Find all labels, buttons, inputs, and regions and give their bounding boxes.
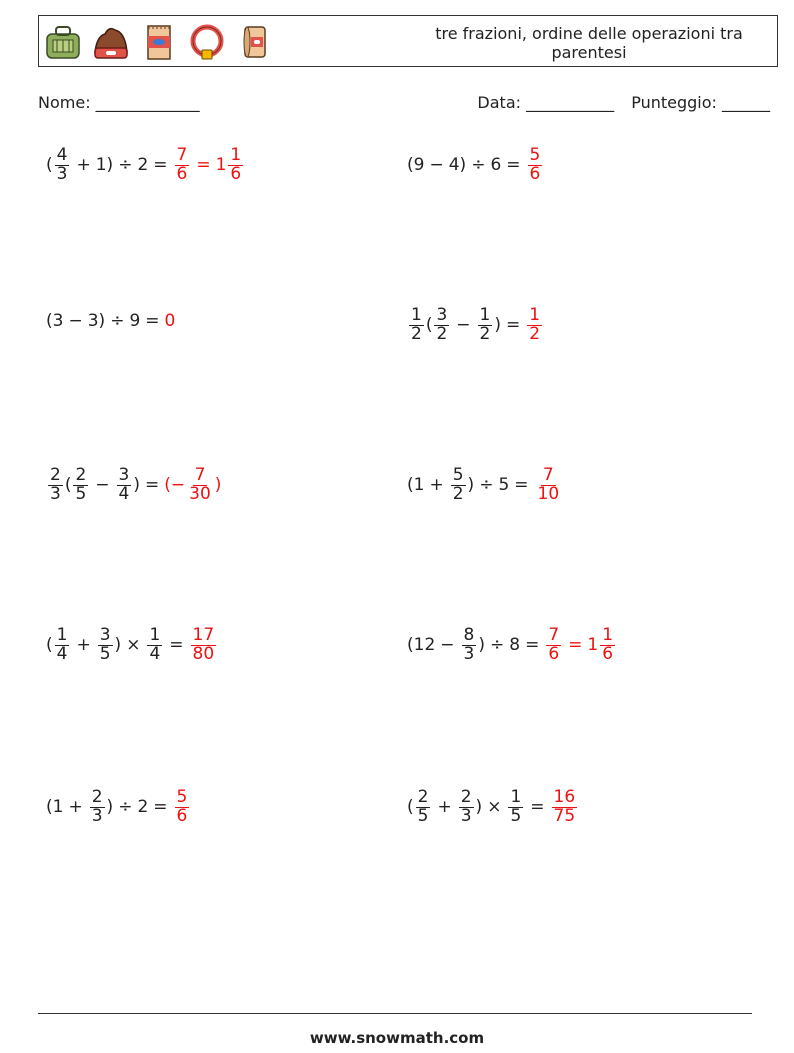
denominator: 6 [529,163,541,184]
operator: + [437,797,452,818]
numerator: 2 [75,465,87,485]
operator: − [456,315,471,336]
equals: = [145,311,160,331]
paren: ( [64,475,72,496]
fraction [527,307,542,344]
problem-2 [407,147,544,184]
operator: ÷ [118,797,133,818]
numerator: 1 [529,305,541,325]
paren: ( [164,475,171,496]
paren: ) [459,155,467,176]
number: 12 [413,635,436,656]
equals: = [568,635,583,656]
paren: ) [106,797,114,818]
operator: × [487,797,502,818]
answer [534,467,564,504]
worksheet-title: tre frazioni, ordine delle operazioni tra parentesi [435,24,743,62]
number: 1 [413,475,425,496]
numerator: 1 [149,625,161,645]
fraction [508,789,523,826]
operator: − [170,475,186,496]
fraction [600,627,615,664]
numerator: 3 [436,305,448,325]
fraction [175,789,190,826]
meta-right [477,93,770,112]
operator: ÷ [118,155,133,176]
number: 0 [164,311,176,331]
denominator: 3 [56,163,68,184]
paren: ) [98,311,106,331]
denominator: 80 [192,643,215,664]
operator: + [76,155,91,176]
denominator: 4 [118,483,130,504]
fraction [48,467,63,504]
number: 5 [498,475,510,496]
numerator: 7 [542,465,554,485]
paren: ( [46,635,53,656]
fraction [451,467,466,504]
answer [525,307,544,344]
numerator: 5 [452,465,464,485]
fish-food-bag-icon [139,22,179,62]
number: 9 [129,311,141,331]
denominator: 5 [510,805,522,826]
numerator: 5 [176,787,188,807]
operator: ÷ [479,475,494,496]
denominator: 6 [176,163,188,184]
operator: − [95,475,110,496]
pet-collar-icon [187,22,227,62]
answer [189,627,219,664]
fraction [187,467,213,504]
numerator: 3 [99,625,111,645]
equals: = [506,155,521,176]
fraction [478,307,493,344]
answer [173,789,192,826]
date-field-label: Data: ___________ [477,93,615,112]
whole-part: 1 [587,635,599,656]
denominator: 2 [411,323,422,344]
answer [550,789,580,826]
fraction [552,789,578,826]
problem-6 [407,467,563,504]
fraction [98,627,113,664]
fraction [147,627,162,664]
denominator: 3 [50,483,61,504]
number: 2 [137,155,149,176]
pet-carrier-icon [43,22,83,62]
numerator: 2 [460,787,472,807]
paren: ( [407,797,414,818]
answer [165,311,176,331]
operator: − [68,311,83,331]
paren: ) [467,475,475,496]
paren: ( [46,797,53,818]
operator: − [440,635,455,656]
paren: ) [133,475,141,496]
number: 4 [448,155,460,176]
paren: ( [425,315,433,336]
answer [544,627,617,664]
answer [173,147,246,184]
fraction [546,627,561,664]
numerator: 1 [56,625,68,645]
equals: = [169,635,184,656]
number: 9 [413,155,425,176]
equals: = [525,635,540,656]
denominator: 6 [548,643,560,664]
numerator: 7 [194,465,206,485]
footer-divider [38,1013,752,1014]
dog-bed-icon [91,22,131,62]
problem-7 [46,627,218,664]
fraction [536,467,562,504]
fraction [434,307,449,344]
numerator: 2 [50,465,61,485]
denominator: 6 [176,805,188,826]
denominator: 2 [452,483,464,504]
denominator: 2 [529,323,541,344]
fraction [228,147,243,184]
operator: ÷ [490,635,505,656]
numerator: 2 [417,787,429,807]
equals: = [514,475,529,496]
operator: ÷ [110,311,125,331]
problem-10 [407,789,579,826]
denominator: 75 [553,805,576,826]
equals: = [153,155,168,176]
paren: ) [114,635,122,656]
fraction [90,789,105,826]
equals: = [145,475,160,496]
numerator: 1 [602,625,614,645]
fraction [191,627,217,664]
number: 8 [509,635,521,656]
fraction [73,467,88,504]
paren: ) [475,797,483,818]
fraction [528,147,543,184]
denominator: 5 [75,483,87,504]
denominator: 6 [602,643,614,664]
paren: ( [407,635,414,656]
numerator: 7 [548,625,560,645]
name-field-label: Nome: _____________ [38,93,200,112]
operator: + [76,635,91,656]
denominator: 3 [91,805,103,826]
denominator: 3 [460,805,472,826]
header-box [38,15,778,67]
numerator: 3 [118,465,130,485]
numerator: 1 [230,145,242,165]
numerator: 7 [176,145,188,165]
footer-url[interactable]: www.snowmath.com [309,1029,485,1047]
paren: ) [478,635,485,656]
answer [164,467,221,504]
paren: ( [46,155,53,176]
denominator: 3 [463,643,475,664]
problem-8 [407,627,617,664]
problem-9 [46,789,191,826]
fraction [416,789,431,826]
paren: ) [214,475,222,496]
equals: = [196,155,211,176]
problem-1 [46,147,245,184]
icon-strip [43,22,275,62]
number: 3 [87,311,99,331]
denominator: 2 [479,323,491,344]
number: 1 [52,797,64,818]
operator: × [126,635,141,656]
numerator: 5 [529,145,541,165]
numerator: 16 [553,787,576,807]
numerator: 1 [479,305,491,325]
number: 2 [137,797,149,818]
whole-part: 1 [215,155,227,176]
score-field-label: Punteggio: ______ [631,93,770,112]
fraction [55,147,70,184]
number: 3 [52,311,64,331]
operator: + [68,797,83,818]
operator: − [429,155,444,176]
paren: ) [106,155,114,176]
equals: = [506,315,521,336]
operator: ÷ [471,155,486,176]
numerator: 17 [192,625,215,645]
problem-5 [46,467,221,504]
fraction [409,307,424,344]
equals: = [153,797,168,818]
fraction [462,627,477,664]
fraction [175,147,190,184]
numerator: 4 [56,145,68,165]
denominator: 10 [537,483,560,504]
dog-food-can-icon [235,22,275,62]
paren: ( [407,475,414,496]
numerator: 2 [91,787,103,807]
denominator: 2 [436,323,448,344]
numerator: 1 [411,305,422,325]
problem-4 [407,307,544,344]
denominator: 5 [99,643,111,664]
number: 1 [95,155,107,176]
numerator: 1 [510,787,522,807]
fraction [55,627,70,664]
problem-3 [46,311,175,331]
denominator: 4 [149,643,161,664]
denominator: 6 [230,163,242,184]
denominator: 5 [417,805,429,826]
numerator: 8 [463,625,475,645]
operator: + [429,475,444,496]
number: 6 [490,155,502,176]
equals: = [530,797,545,818]
paren: ( [407,155,414,176]
fraction [117,467,132,504]
paren: ) [494,315,502,336]
paren: ( [46,311,53,331]
fraction [459,789,474,826]
denominator: 4 [56,643,68,664]
answer [526,147,545,184]
denominator: 30 [189,483,211,504]
